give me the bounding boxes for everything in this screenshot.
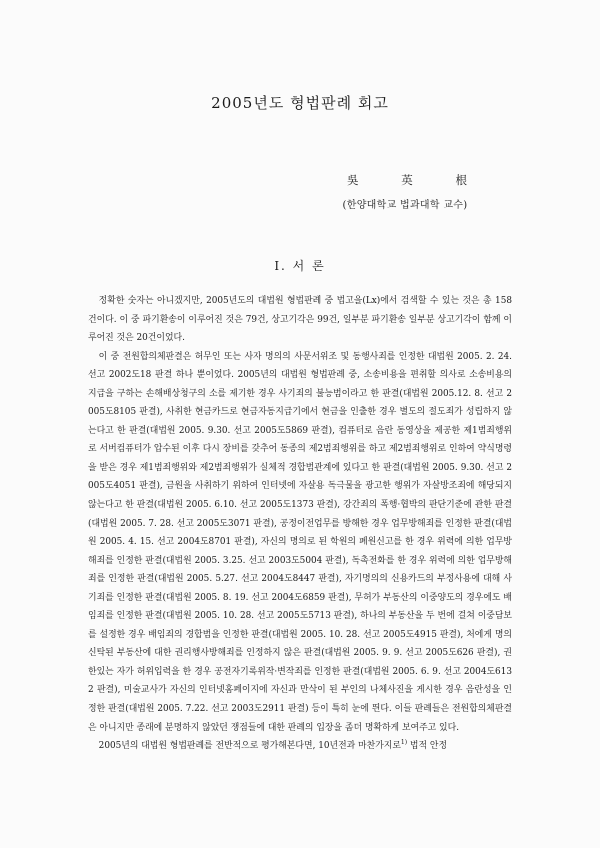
body-paragraph-last	[88, 737, 512, 756]
body-paragraph: 이 중 전원합의체판결은 허무인 또는 사자 명의의 사문서위조 및 동행사죄를 인정한 대법원 2005. 2. 24. 선고 2002도18 판결 하나 뿐이었다. 2005년의 대법원 형법판례 중, 소송비용을 편취할 의사로 소송비용의 지급을 구하는 손해배상청구의 소를 제기한 경우 사기죄의 불능범이라고 한 판결(대법원 2005.12. 8. 선고 2005도8105 판결), 사취한 현금카드로 현금자동지급기에서 현금을 인출한 경우 별도의 절도죄가 성립하지 않는다고 한 판결(대법원 2005. 9.30. 선고 2005도5869 판결), 컴퓨터로 음란 동영상을 제공한 제1범죄행위로 서버컴퓨터가 압수된 이후 다시 장비를 갖추어 동종의 제2범죄행위를 하고 제2범죄행위로 인하여 약식명령을 받은 경우 제1범죄행위와 제2범죄행위가 실체적 경합범관계에 있다고 한 판결(대법원 2005. 9.30. 선고 2005도4051 판결), 금원을 사취하기 위하여 인터넷에 자살용 독극물을 광고한 행위가 자살방조죄에 해당되지 않는다고 한 판결(대법원 2005. 6.10. 선고 2005도1373 판결), 강간죄의 폭행·협박의 판단기준에 관한 판결(대법원 2005. 7. 28. 선고 2005도3071 판결), 공정이전업무를 방해한 경우 업무방해죄를 인정한 판결(대법원 2005. 4. 15. 선고 2004도8701 판결), 자신의 명의로 된 학원의 폐원신고를 한 경우 위력에 의한 업무방해죄를 인정한 판결(대법원 2005. 3.25. 선고 2003도5004 판결), 독촉전화를 한 경우 위력에 의한 업무방해죄를 인정한 판결(대법원 2005. 5.27. 선고 2004도8447 판결), 자기명의의 신용카드의 부정사용에 대해 사기죄를 인정한 판결(대법원 2005. 8. 19. 선고 2004도6859 판결), 무허가 부동산의 이중양도의 경우에도 배임죄를 인정한 판결(대법원 2005. 10. 28. 선고 2005도5713 판결), 하나의 부동산을 두 번에 걸쳐 이중담보를 설정한 경우 배임죄의 경합범을 인정한 판결(대법원 2005. 10. 28. 선고 2005도4915 판결), 처에게 명의신탁된 부동산에 대한 권리행사방해죄를 인정하지 않은 판결(대법원 2005. 9. 9. 선고 2005도626 판결), 권한있는 자가 허위입력을 한 경우 공전자기록위작·변작죄를 인정한 판결(대법원 2005. 6. 9. 선고 2004도6132 판결), 미술교사가 자신의 인터넷홈페이지에 자신과 만삭이 된 부인의 나체사진을 게시한 경우 음란성을 인정한 판결(대법원 2005. 7.22. 선고 2003도2911 판결) 등이 특히 눈에 띈다. 이들 판례들은 전원합의체판결은 아니지만 종래에 분명하지 않았던 쟁점들에 대한 판례의 입장을 좀더 명확하게 보여주고 있다.	[88, 351, 512, 733]
article-body	[88, 292, 512, 756]
body-paragraph-tail: 법적 안정	[407, 741, 448, 752]
body-paragraph-text: 2005년의 대법원 형법판례를 전반적으로 평가해본다면, 10년전과 마찬가지로	[98, 741, 401, 752]
footnote-marker[interactable]: 1)	[400, 739, 408, 747]
article-title: 2005년도 형법판례 회고	[211, 94, 389, 112]
author-name-char: 吳	[347, 173, 359, 187]
author-affiliation: (한양대학교 법과대학 교수)	[342, 200, 468, 211]
body-paragraph: 정확한 숫자는 아니겠지만, 2005년도의 대법원 형법판례 중 법고을(Lx)에서 검색할 수 있는 것은 총 158건이다. 이 중 파기환송이 이루어진 것은 79건, 상고기각은 99건, 일부분 파기환송 일부분 상고기각이 함께 이루어진 것은 20건이었다.	[88, 296, 512, 344]
section-heading: I. 서 론	[274, 259, 326, 273]
author-name-char: 英	[401, 173, 413, 187]
author-name-char: 根	[455, 173, 467, 187]
author-name	[335, 172, 475, 188]
author-block	[335, 172, 475, 211]
